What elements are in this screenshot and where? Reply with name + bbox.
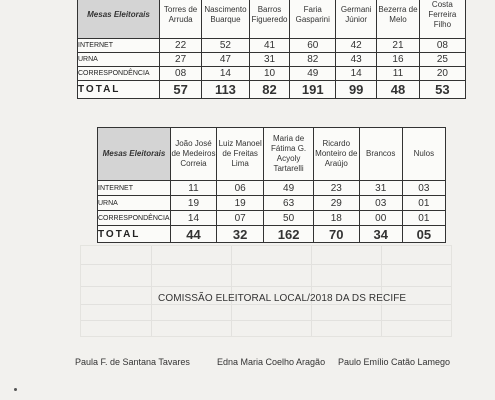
vote-cell: 22 [160,39,202,53]
table-row [98,181,446,196]
total-cell: 191 [290,81,336,99]
vote-cell: 03 [402,181,445,196]
vote-cell: 08 [419,39,465,53]
vote-cell: 49 [264,181,314,196]
page-mark [14,388,17,391]
vote-cell: 14 [202,67,250,81]
vote-cell: 19 [170,196,216,211]
bleed-through-table [80,245,452,337]
table-header [78,0,466,39]
vote-cell: 18 [313,211,359,226]
total-cell: 53 [419,81,465,99]
candidate-header: Nascimento Buarque [202,0,250,39]
total-label: TOTAL [78,81,160,99]
row-label: INTERNET [98,181,171,196]
candidate-header: Brancos [359,128,402,181]
vote-cell: 01 [402,196,445,211]
vote-cell: 06 [216,181,263,196]
candidate-header: Luiz Manoel de Freitas Lima [216,128,263,181]
row-label: INTERNET [78,39,160,53]
total-cell: 44 [170,226,216,243]
total-cell: 70 [313,226,359,243]
vote-cell: 49 [290,67,336,81]
vote-cell: 20 [419,67,465,81]
row-label: URNA [98,196,171,211]
candidate-header: João José de Medeiros Correia [170,128,216,181]
vote-cell: 47 [202,53,250,67]
table-row [78,39,466,53]
table-row [78,67,466,81]
vote-cell: 31 [249,53,290,67]
vote-cell: 52 [202,39,250,53]
vote-cell: 27 [160,53,202,67]
total-cell: 82 [249,81,290,99]
column-title: Mesas Eleitorais [78,0,160,39]
row-label: URNA [78,53,160,67]
signature-name: Paulo Emílio Catão Lamego [338,357,451,367]
vote-cell: 25 [419,53,465,67]
total-cell: 57 [160,81,202,99]
vote-cell: 14 [170,211,216,226]
total-cell: 34 [359,226,402,243]
vote-cell: 60 [290,39,336,53]
vote-cell: 43 [336,53,377,67]
vote-cell: 41 [249,39,290,53]
vote-cell: 21 [377,39,420,53]
candidate-header: Germani Júnior [336,0,377,39]
vote-cell: 16 [377,53,420,67]
vote-cell: 82 [290,53,336,67]
candidate-header: Costa Ferreira Filho [419,0,465,39]
total-cell: 162 [264,226,314,243]
table-row [98,211,446,226]
signature-name: Edna Maria Coelho Aragão [217,357,326,367]
vote-cell: 11 [170,181,216,196]
table-row [78,53,466,67]
vote-cell: 08 [160,67,202,81]
vote-cell: 31 [359,181,402,196]
total-label: TOTAL [98,226,171,243]
vote-cell: 01 [402,211,445,226]
candidate-header: Nulos [402,128,445,181]
candidate-header: Faria Gasparini [290,0,336,39]
results-table-1 [77,0,466,99]
total-cell: 48 [377,81,420,99]
vote-cell: 07 [216,211,263,226]
vote-cell: 50 [264,211,314,226]
table-row [98,196,446,211]
vote-cell: 14 [336,67,377,81]
signature-name: Paula F. de Santana Tavares [75,357,190,367]
candidate-header: Maria de Fátima G. Acyoly Tartarelli [264,128,314,181]
vote-cell: 00 [359,211,402,226]
row-label: CORRESPONDÊNCIA [98,211,171,226]
vote-cell: 03 [359,196,402,211]
candidate-header: Bezerra de Melo [377,0,420,39]
vote-cell: 10 [249,67,290,81]
candidate-header: Ricardo Monteiro de Araújo [313,128,359,181]
column-title: Mesas Eleitorais [98,128,171,181]
total-cell: 99 [336,81,377,99]
vote-cell: 42 [336,39,377,53]
vote-cell: 23 [313,181,359,196]
candidate-header: Barros Figueredo [249,0,290,39]
total-row [98,226,446,243]
vote-cell: 29 [313,196,359,211]
total-cell: 113 [202,81,250,99]
vote-cell: 63 [264,196,314,211]
total-cell: 32 [216,226,263,243]
vote-cell: 11 [377,67,420,81]
candidate-header: Torres de Arruda [160,0,202,39]
row-label: CORRESPONDÊNCIA [78,67,160,81]
vote-cell: 19 [216,196,263,211]
commission-title: COMISSÃO ELEITORAL LOCAL/2018 DA DS RECIFE [158,293,407,304]
total-cell: 05 [402,226,445,243]
total-row [78,81,466,99]
results-table-2 [97,127,446,243]
table-header [98,128,446,181]
